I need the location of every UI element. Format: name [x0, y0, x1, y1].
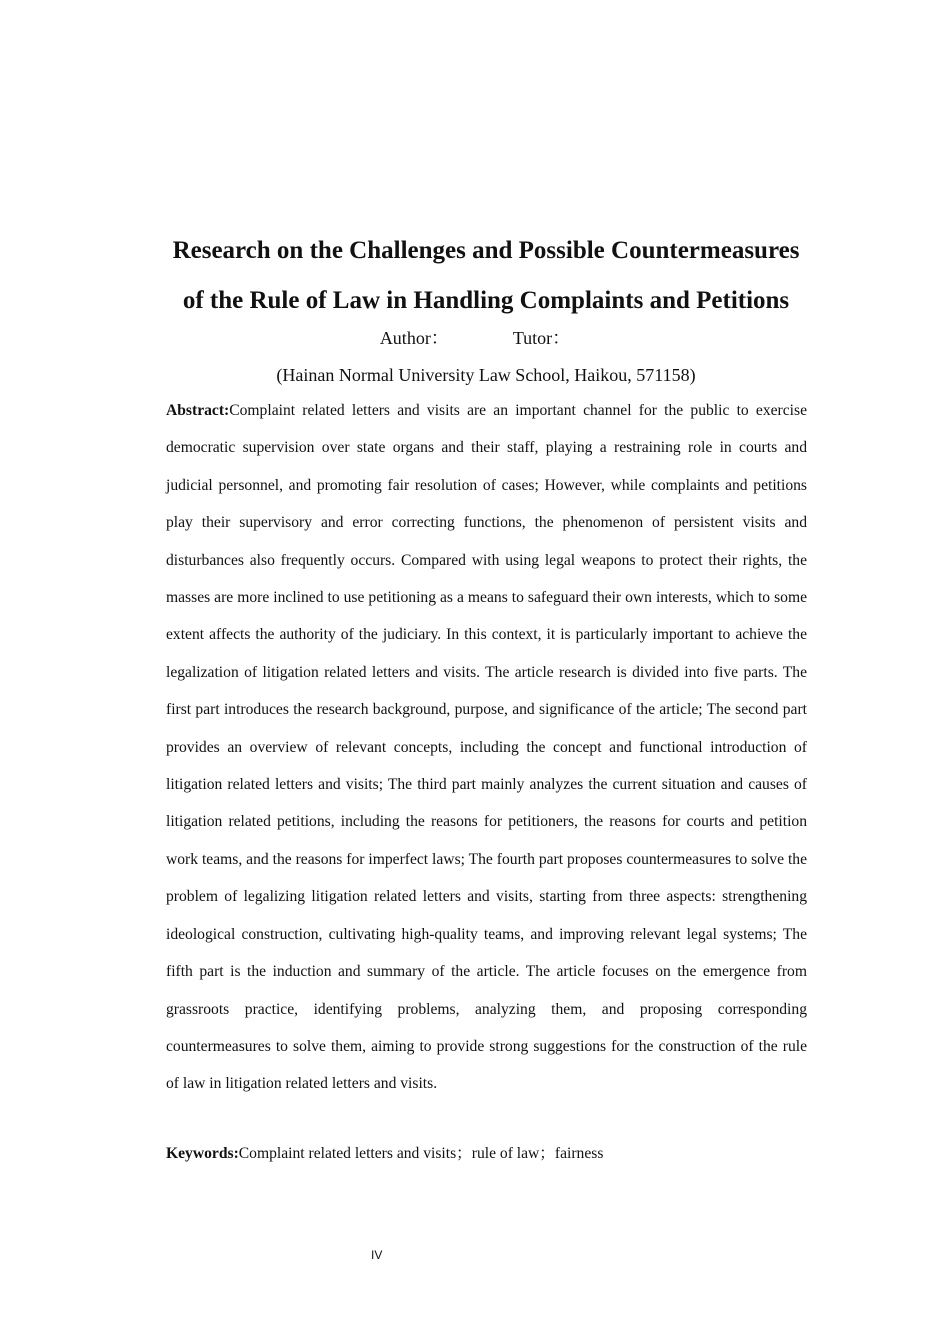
keywords-line	[166, 1143, 807, 1165]
author-label: Author：	[379, 328, 449, 348]
byline	[0, 327, 950, 349]
paper-title-line-1: Research on the Challenges and Possible Countermeasures	[172, 237, 800, 264]
page-number: IV	[371, 1248, 383, 1262]
keywords-text: Complaint related letters and visits；rule of law；fairness	[238, 1145, 604, 1162]
keywords-label: Keywords:	[166, 1145, 239, 1162]
abstract-label: Abstract:	[166, 402, 230, 419]
paper-title-line-2: of the Rule of Law in Handling Complaints and Petitions	[182, 287, 790, 314]
affiliation: (Hainan Normal University Law School, Haikou, 571158)	[276, 365, 696, 385]
tutor-label: Tutor：	[512, 328, 571, 348]
abstract-paragraph	[166, 392, 807, 1103]
abstract-text: Complaint related letters and visits are an important channel for the public to exercise democratic supervision over state organs and their staff, playing a restraining role in courts and judicial personnel, and promoting fair resolution of cases; However, while complaints and petitions play their supervisory and error correcting functions, the phenomenon of persistent visits and disturbances also frequently occurs. Compared with using legal weapons to protect their rights, the masses are more inclined to use petitioning as a means to safeguard their own interests, which to some extent affects the authority of the judiciary. In this context, it is particularly important to achieve the legalization of litigation related letters and visits. The article research is divided into five parts. The first part introduces the research background, purpose, and significance of the article; The second part provides an overview of relevant concepts, including the concept and functional introduction of litigation related letters and visits; The third part mainly analyzes the current situation and causes of litigation related petitions, including the reasons for petitioners, the reasons for courts and petition work teams, and the reasons for imperfect laws; The fourth part proposes countermeasures to solve the problem of legalizing litigation related letters and visits, starting from three aspects: strengthening ideological construction, cultivating high-quality teams, and improving relevant legal systems; The fifth part is the induction and summary of the article. The article focuses on the emergence from grassroots practice, identifying problems, analyzing them, and proposing corresponding countermeasures to solve them, aiming to provide strong suggestions for the construction of the rule of law in litigation related letters and visits.	[166, 402, 807, 1093]
